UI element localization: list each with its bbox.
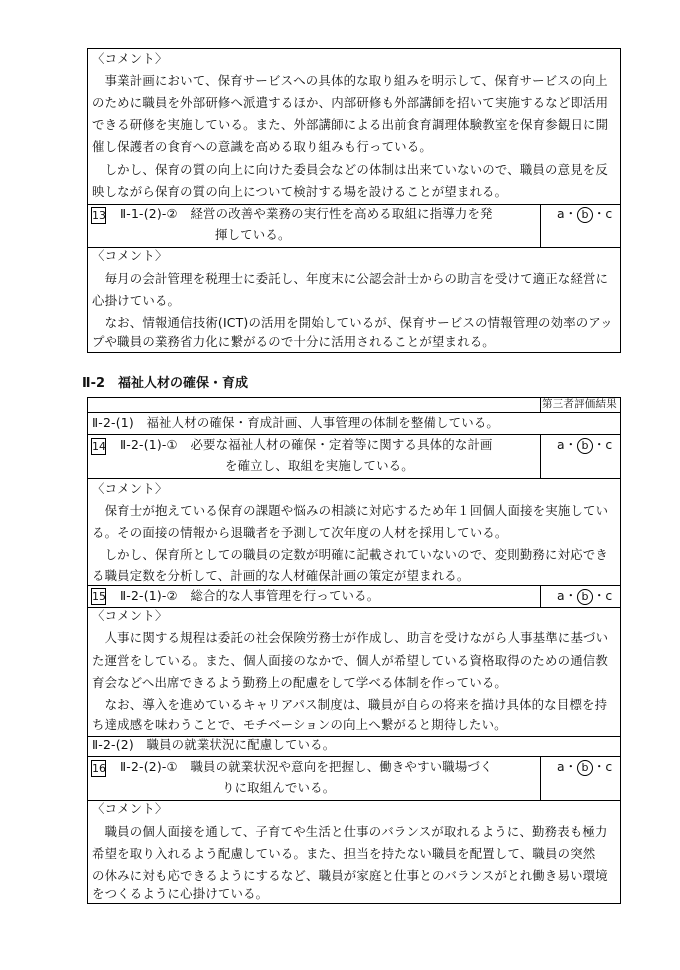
comment-label: 〈コメント〉 — [92, 51, 168, 66]
comment-line: 育会などへ出席できるよう勤務上の配慮をして学べる体制を作っている。 — [92, 675, 507, 690]
comment-label: 〈コメント〉 — [92, 481, 168, 496]
rating-a: a・ — [557, 437, 577, 452]
rating-c: ・c — [592, 759, 613, 774]
comment-line: 催し保護者の食育への意識を高める取り組みも行っている。 — [92, 139, 432, 154]
item-title: Ⅱ-2-(1)-① 必要な福祉人材の確保・定着等に関する具体的な計画 — [120, 437, 493, 452]
rating-column-divider — [540, 397, 541, 412]
comment-line: 職員の個人面接を通して、子育てや生活と仕事のバランスが取れるように、勤務表も極力 — [92, 824, 608, 839]
comment-line: しかし、保育の質の向上に向けた委員会などの体制は出来ていないので、職員の意見を反 — [92, 162, 608, 177]
comment-line: なお、情報通信技術(ICT)の活用を開始しているが、保育サービスの情報管理の効率のアッ — [92, 315, 613, 330]
comment-line: をつくるように心掛けている。 — [92, 886, 269, 901]
subsection-title: Ⅱ-2-(2) 職員の就業状況に配慮している。 — [92, 737, 336, 752]
comment-line: のために職員を外部研修へ派遣するほか、内部研修も外部講師を招いて実施するなど即活用 — [92, 95, 609, 110]
rating-16 — [557, 756, 612, 778]
rating-column-divider — [540, 204, 541, 247]
item-number-15: 15 — [92, 590, 106, 603]
comment-line: 事業計画において、保育サービスへの具体的な取り組みを明示して、保育サービスの向上 — [92, 73, 608, 88]
rating-column-divider — [540, 434, 541, 478]
subsection-title: Ⅱ-2-(1) 福祉人材の確保・育成計画、人事管理の体制を整備している。 — [92, 415, 500, 430]
comment-line: 毎月の会計管理を税理士に委託し、年度末に公認会計士からの助言を受けて適正な経営に — [92, 271, 609, 286]
comment-line: ち達成感を味わうことで、モチベーションの向上へ繋がると期待したい。 — [92, 717, 507, 732]
rating-column-divider — [540, 585, 541, 607]
item-number-14: 14 — [92, 440, 106, 453]
rating-b-selected: b — [577, 760, 593, 776]
comment-line: なお、導入を進めているキャリアパス制度は、職員が自らの将来を描け具体的な目標を持 — [92, 697, 608, 712]
comment-label: 〈コメント〉 — [92, 608, 168, 623]
item-title: りに取組んでいる。 — [222, 780, 336, 795]
section-title: Ⅱ-2 福祉人材の確保・育成 — [82, 376, 249, 391]
item-title: 揮している。 — [215, 227, 291, 242]
rating-column-divider — [540, 756, 541, 800]
rating-b-selected: b — [577, 438, 593, 454]
comment-line: の休みに対も応できるようにするなど、職員が家庭と仕事とのバランスがとれ働き易い環境 — [92, 868, 608, 883]
comment-line: できる研修を実施している。また、外部講師による出前食育調理体験教室を保育参観日に開 — [92, 117, 609, 132]
result-header: 第三者評価結果 — [542, 398, 617, 410]
rating-13 — [557, 203, 612, 225]
comment-line: 希望を取り入れるよう配慮している。また、担当を持たない職員を配置して、職員の突然 — [92, 846, 596, 861]
rating-c: ・c — [592, 206, 613, 221]
comment-line: 映しながら保育の質の向上について検討する場を設けることが望まれる。 — [92, 184, 508, 199]
comment-line: る。その面接の情報から退職者を予測して次年度の人材を採用している。 — [92, 525, 508, 540]
item-title: を確立し、取組を実施している。 — [225, 458, 414, 473]
rating-14 — [557, 434, 612, 456]
rating-b-selected: b — [577, 207, 593, 223]
rating-c: ・c — [592, 588, 613, 603]
item-number-13: 13 — [92, 209, 106, 222]
comment-label: 〈コメント〉 — [92, 801, 168, 816]
rating-b-selected: b — [577, 589, 593, 605]
rating-c: ・c — [592, 437, 613, 452]
comment-line: 心掛けている。 — [92, 293, 181, 308]
rating-a: a・ — [557, 759, 577, 774]
item-title: Ⅱ-2-(2)-① 職員の就業状況や意向を把握し、働きやすい職場づく — [120, 759, 493, 774]
comment-line: プや職員の業務省力化に繋がるので十分に活用されることが望まれる。 — [92, 334, 495, 349]
comment-line: る職員定数を分析して、計画的な人材確保計画の策定が望まれる。 — [92, 568, 470, 583]
rating-a: a・ — [557, 588, 577, 603]
comment-line: しかし、保育所としての職員の定数が明確に記載されていないので、変則勤務に対応でき — [92, 547, 608, 562]
comment-line: 保育士が抱えている保育の課題や悩みの相談に対応するため年１回個人面接を実施してい — [92, 503, 609, 518]
item-number-16: 16 — [92, 762, 106, 775]
rating-a: a・ — [557, 206, 577, 221]
comment-line: 人事に関する規程は委託の社会保険労務士が作成し、助言を受けながら人事基準に基づい — [92, 630, 609, 645]
item-title: Ⅱ-1-(2)-② 経営の改善や業務の実行性を高める取組に指導力を発 — [120, 206, 493, 221]
rating-15 — [557, 585, 612, 607]
item-title: Ⅱ-2-(1)-② 総合的な人事管理を行っている。 — [120, 588, 380, 603]
comment-label: 〈コメント〉 — [92, 248, 168, 263]
comment-line: た運営をしている。また、個人面接のなかで、個人が希望している資格取得のための通信教 — [92, 653, 608, 668]
